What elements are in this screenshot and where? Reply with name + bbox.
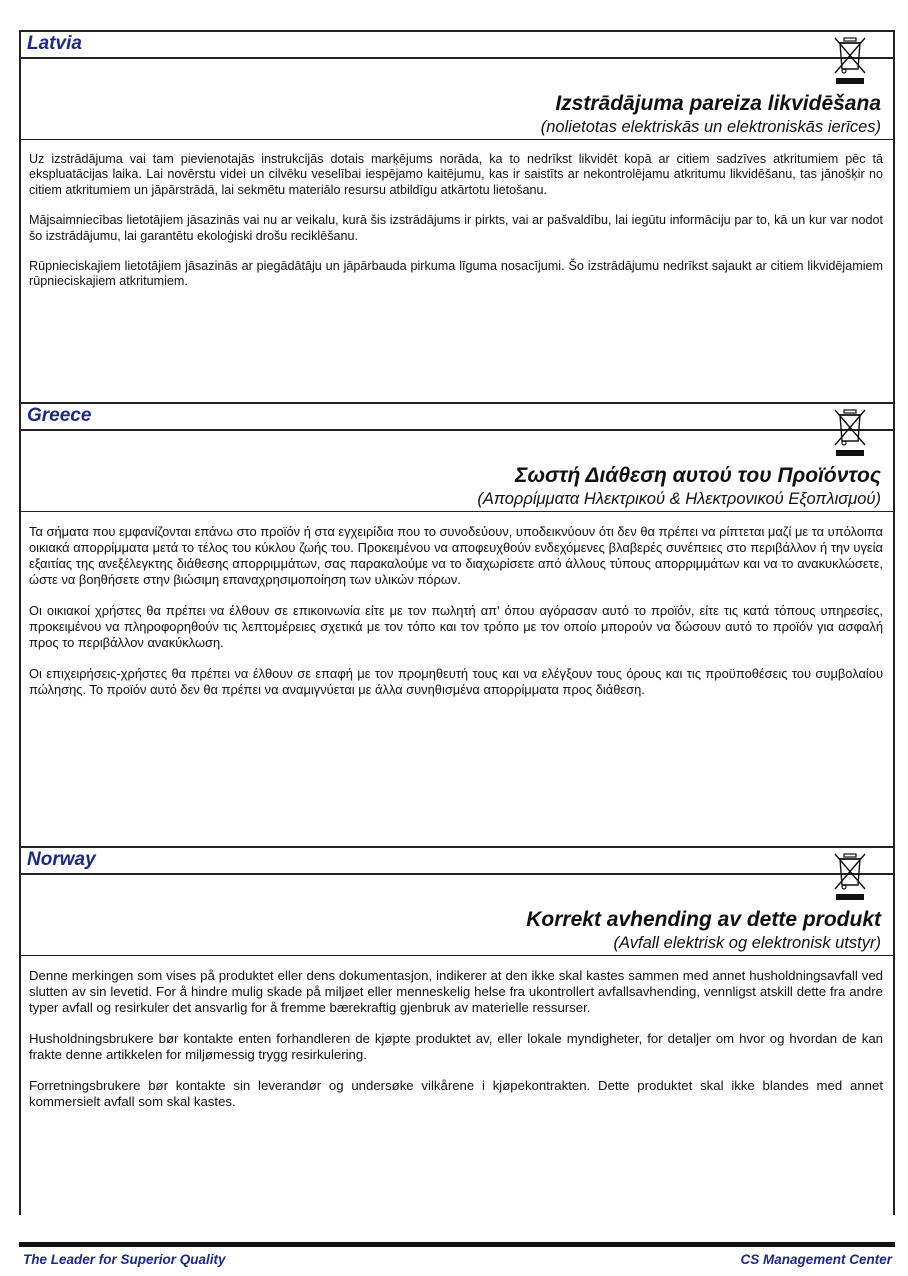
paragraph: Uz izstrādājuma vai tam pievienotajās instrukcijās dotais marķējums norāda, ka to nedrīkst likvidēt kopā ar citiem sadzīves atkritumiem pēc tā ekspluatācijas laika. Lai novērstu videi un cilvēku veselībai iespējamo kaitējumu, kas ir saistīts ar nekontrolējamu atkritumu likvidēšanu, tas jānošķir no citiem atkritumiem un jāpārstrādā, lai sekmētu materiālo resursu atbildīgu atkārtotu lietošanu. xyxy=(29,152,883,197)
country-name: Greece xyxy=(27,405,92,426)
paragraph: Mājsaimniecības lietotājiem jāsazinās vai nu ar veikalu, kurā šis izstrādājums ir pirkts, vai ar pašvaldību, lai iegūtu informāciju par to, kā un kur var nodot šo izstrādājumu, lai garantētu ekoloģiski drošu reciklēšanu. xyxy=(29,213,883,243)
section-title: Izstrādājuma pareiza likvidēšana xyxy=(555,92,881,115)
weee-bin-icon xyxy=(833,851,867,901)
country-name: Norway xyxy=(27,849,96,870)
paragraph: Οι οικιακοί χρήστες θα πρέπει να έλθουν σε επικοινωνία είτε με τον πωλητή απ' όπου αγόρασαν αυτό το προϊόν, είτε τις κατά τόπους υπηρεσίες, προκειμένου να πληροφορηθούν τις λεπτομέρειες σχετικά με τον τόπο και τον τρόπο με τον οποίο μπορούν να δώσουν αυτό το προϊόν για ασφαλή προς το περιβάλλον ανακύκλωση. xyxy=(29,603,883,650)
paragraph: Forretningsbrukere bør kontakte sin leverandør og undersøke vilkårene i kjøpekontrakten. Dette produktet skal ikke blandes med annet kommersielt avfall som skal kastes. xyxy=(29,1078,883,1109)
paragraph: Οι επιχειρήσεις-χρήστες θα πρέπει να έλθουν σε επαφή με τον προμηθευτή τους και να ελέγξουν τους όρους και τις προϋποθέσεις του συμβολαίου πώλησης. Το προϊόν αυτό δεν θα πρέπει να αναμιγνύεται με άλλα συνηθισμένα απορρίμματα προς διάθεση. xyxy=(29,666,883,697)
paragraph: Denne merkingen som vises på produktet eller dens dokumentasjon, indikerer at den ikke skal kastes sammen med annet husholdningsavfall ved slutten av sin levetid. For å hindre mulig skade på miljøet eller menneskelig helse fra ukontrollert avfallsavhending, vennligst atskill dette fra andre typer avfall og resirkuler det ansvarlig for å fremme bærekraftig gjenbruk av materielle ressurser. xyxy=(29,968,883,1015)
footer-rule xyxy=(19,1242,895,1247)
weee-bin-icon xyxy=(833,35,867,85)
country-header xyxy=(21,404,893,431)
section-title: Korrekt avhending av dette produkt xyxy=(526,908,881,931)
section-subtitle: (Avfall elektrisk og elektronisk utstyr) xyxy=(613,934,881,952)
section-subtitle: (nolietotas elektriskās un elektroniskās ierīces) xyxy=(540,118,881,136)
country-header xyxy=(21,32,893,59)
country-header xyxy=(21,848,893,875)
document-frame xyxy=(19,30,895,1215)
section-greece xyxy=(21,404,893,846)
paragraph: Husholdningsbrukere bør kontakte enten forhandleren de kjøpte produktet av, eller lokale myndigheter, for detaljer om hvor og hvordan de kan frakte denne artikkelen for miljømessig trygg resirkulering. xyxy=(29,1031,883,1062)
section-title: Σωστή Διάθεση αυτού του Προϊόντος xyxy=(515,464,881,487)
section-latvia xyxy=(21,32,893,402)
section-norway xyxy=(21,848,893,1219)
paragraph: Rūpnieciskajiem lietotājiem jāsazinās ar piegādātāju un jāpārbauda pirkuma līguma nosacījumi. Šo izstrādājumu nedrīkst sajaukt ar citiem likvidējamiem rūpnieciskajiem atkritumiem. xyxy=(29,259,883,289)
country-name: Latvia xyxy=(27,33,82,54)
footer-department: CS Management Center xyxy=(740,1252,892,1267)
weee-bin-icon xyxy=(833,407,867,457)
section-subtitle: (Απορρίμματα Ηλεκτρικού & Ηλεκτρονικού Εξοπλισμού) xyxy=(477,490,881,508)
paragraph: Τα σήματα που εμφανίζονται επάνω στο προϊόν ή στα εγχειρίδια που το συνοδεύουν, υποδεικνύουν ότι δεν θα πρέπει να ρίπτεται μαζί με τα υπόλοιπα οικιακά απορρίμματα μετά το τέλος του κύκλου ζωής του. Προκειμένου να αποφευχθούν ενδεχόμενες βλαβερές συνέπειες στο περιβάλλον ή την υγεία εξαιτίας της ανεξέλεγκτης διάθεσης απορριμμάτων, σας παρακαλούμε να το διαχωρίσετε από άλλους τύπους απορριμμάτων και να το ανακυκλώσετε, ώστε να βοηθήσετε στην βιώσιμη επαναχρησιμοποίηση των υλικών πόρων. xyxy=(29,524,883,587)
footer-tagline: The Leader for Superior Quality xyxy=(23,1252,226,1267)
